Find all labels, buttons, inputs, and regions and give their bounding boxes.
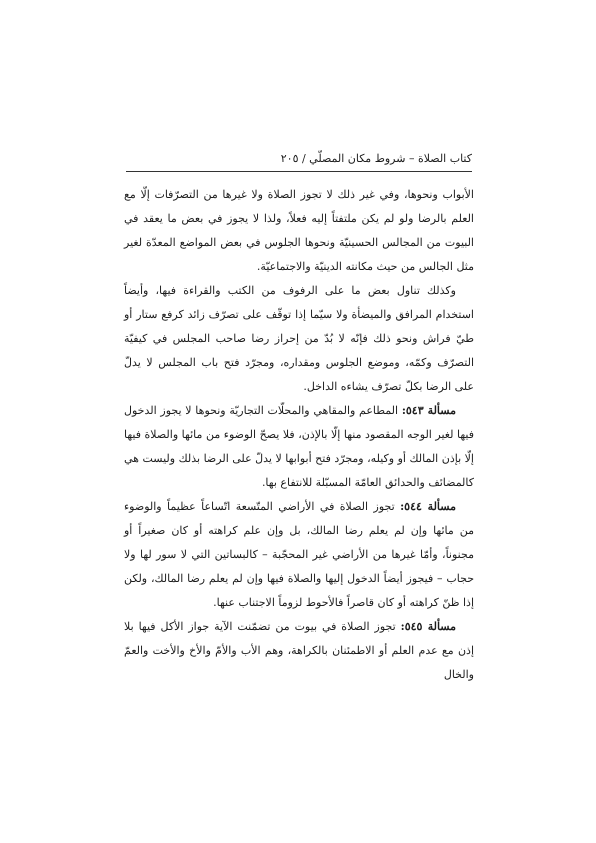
issue-543-label: مسألة ٥٤٣:	[401, 404, 456, 417]
page-body	[124, 183, 474, 687]
issue-545-text: تجوز الصلاة في بيوت من تضمّنت الآية جواز الأكل فيها بلا إذن مع عدم العلم أو الاطمئنان بالكراهة، وهم الأب والأمّ والأخ والأخت والعمّ والخال	[124, 620, 474, 681]
issue-544-label: مسألة ٥٤٤:	[400, 500, 456, 513]
issue-543-text: المطاعم والمقاهي والمحلّات التجاريّة ونحوها لا يجوز الدخول فيها لغير الوجه المقصود منها إلّا بالإذن، فلا يصحّ الوضوء من مائها والصلاة فيها إلّا بإذن المالك أو وكيله، ومجرّد فتح أبوابها لا يدلّ على الرضا بذلك وليست هي كالمضائف والحدائق العامّة المسبّلة للانتفاع بها.	[124, 404, 474, 489]
paragraph-2-text: وكذلك تناول بعض ما على الرفوف من الكتب والقراءة فيها، وأيضاً استخدام المرافق والميضأة ولا سيّما إذا توقّف على تصرّف زائد كرفع ستار أو طيّ فراش ونحو ذلك فإنّه لا بُدّ من إحراز رضا صاحب المجلس في كيفيّة التصرّف وكمّه، وموضع الجلوس ومقداره، ومجرّد فتح باب المجلس لا يدلّ على الرضا بكلّ تصرّف يشاءه الداخل.	[124, 284, 474, 393]
header-divider	[126, 171, 472, 172]
paragraph-1-text: الأبواب ونحوها، وفي غير ذلك لا تجوز الصلاة ولا غيرها من التصرّفات إلّا مع العلم بالرضا ولو لم يكن ملتفتاً إليه فعلاً، ولذا لا يجوز في بعض ما يعقد في البيوت من المجالس الحسينيّة ونحوها الجلوس في بعض المواضع المعدّة لغير مثل الجالس من حيث مكانته الدينيّة والاجتماعيّة.	[124, 188, 474, 273]
paragraph-2	[124, 279, 474, 399]
issue-543	[124, 399, 474, 495]
paragraph-1	[124, 183, 474, 279]
issue-545-label: مسألة ٥٤٥:	[400, 620, 456, 633]
issue-545	[124, 615, 474, 687]
running-header: كتاب الصلاة – شروط مكان المصلّي / ٢٠٥	[280, 152, 472, 165]
issue-544-text: تجوز الصلاة في الأراضي المتّسعة اتّساعاً عظيماً والوضوء من مائها وإن لم يعلم رضا المالك، بل وإن علم كراهته أو كان صغيراً أو مجنوناً، وأمّا غيرها من الأراضي غير المحجّبة – كالبساتين التي لا سور لها ولا حجاب – فيجوز أيضاً الدخول إليها والصلاة فيها وإن لم يعلم رضا المالك، ولكن إذا ظنّ كراهته أو كان قاصراً فالأحوط لزوماً الاجتناب عنها.	[124, 500, 474, 609]
issue-544	[124, 495, 474, 615]
